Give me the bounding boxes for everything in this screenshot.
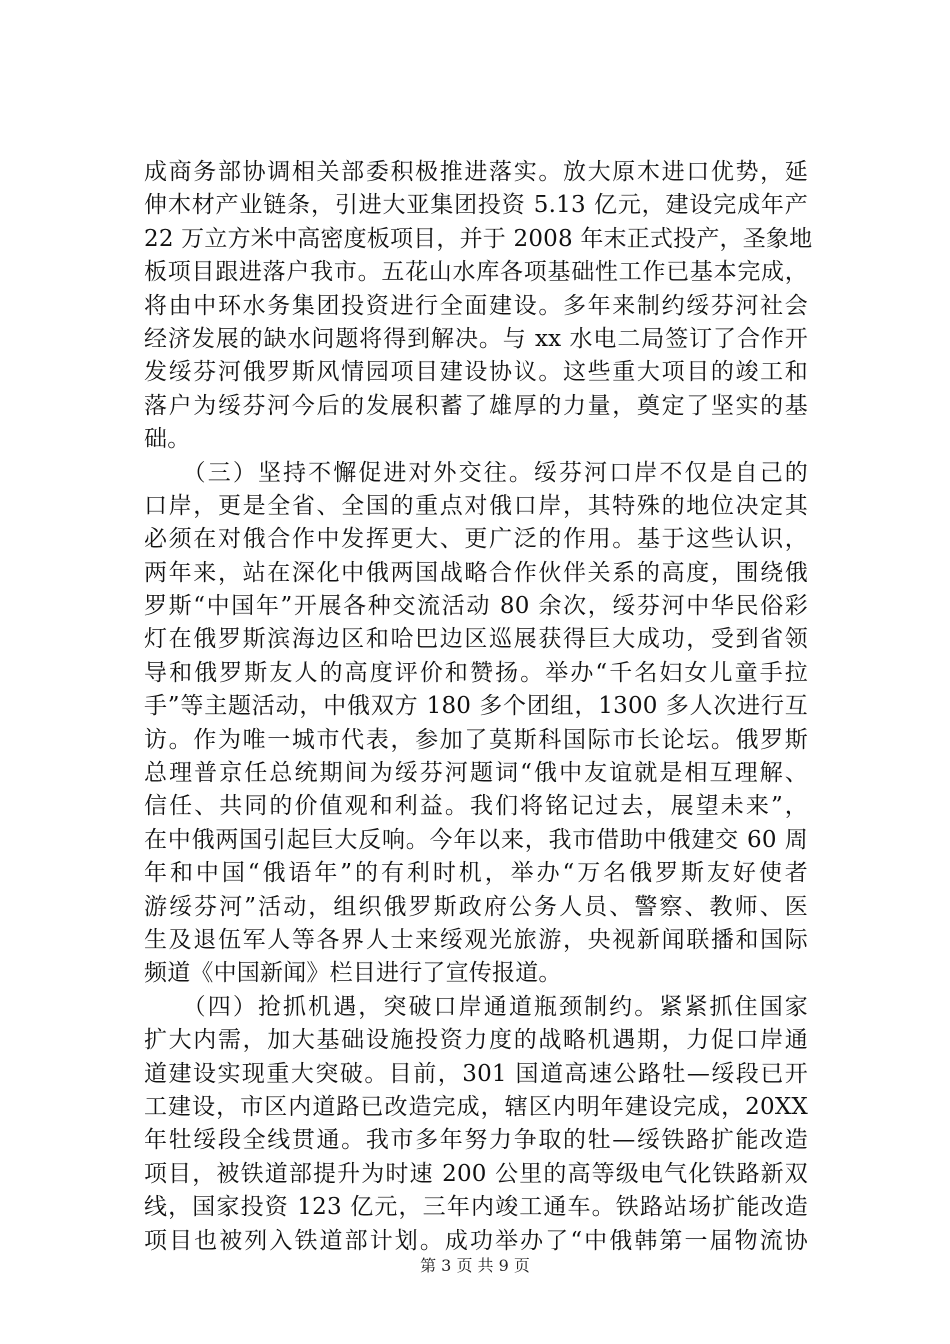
text-line: 信任、共同的价值观和利益。我们将铭记过去，展望未来”， <box>144 793 808 820</box>
text-line: 落户为绥芬河今后的发展积蓄了雄厚的力量，奠定了坚实的基 <box>144 392 808 419</box>
text-line: 手”等主题活动，中俄双方 180 多个团组，1300 多人次进行互 <box>144 693 808 720</box>
text-line: 板项目跟进落户我市。五花山水库各项基础性工作已基本完成， <box>144 259 808 286</box>
text-line: 线，国家投资 123 亿元，三年内竣工通车。铁路站场扩能改造 <box>144 1194 808 1221</box>
text-line: 项目也被列入铁道部计划。成功举办了“中俄韩第一届物流协 <box>144 1227 808 1254</box>
text-line: 道建设实现重大突破。目前，301 国道高速公路牡—绥段已开 <box>144 1060 808 1087</box>
text-line: 工建设，市区内道路已改造完成，辖区内明年建设完成，20XX <box>144 1093 808 1120</box>
text-line: （四）抢抓机遇，突破口岸通道瓶颈制约。紧紧抓住国家 <box>144 993 808 1020</box>
text-line: 频道《中国新闻》栏目进行了宣传报道。 <box>144 960 562 987</box>
page-footer: 第 3 页 共 9 页 <box>420 1256 530 1275</box>
text-line: 导和俄罗斯友人的高度评价和赞扬。举办“千名妇女儿童手拉 <box>144 659 808 686</box>
text-line: 经济发展的缺水问题将得到解决。与 xx 水电二局签订了合作开 <box>144 325 808 352</box>
text-line: 必须在对俄合作中发挥更大、更广泛的作用。基于这些认识， <box>144 526 808 553</box>
text-line: 生及退伍军人等各界人士来绥观光旅游，央视新闻联播和国际 <box>144 926 808 953</box>
text-line: 年牡绥段全线贯通。我市多年努力争取的牡—绥铁路扩能改造 <box>144 1127 808 1154</box>
body-text <box>144 156 813 1258</box>
text-line: 在中俄两国引起巨大反响。今年以来，我市借助中俄建交 60 周 <box>144 826 808 853</box>
text-line: 灯在俄罗斯滨海边区和哈巴边区巡展获得巨大成功，受到省领 <box>144 626 808 653</box>
text-line: 扩大内需，加大基础设施投资力度的战略机遇期，力促口岸通 <box>144 1027 808 1054</box>
text-line: （三）坚持不懈促进对外交往。绥芬河口岸不仅是自己的 <box>144 459 808 486</box>
text-line: 总理普京任总统期间为绥芬河题词“俄中友谊就是相互理解、 <box>144 760 808 787</box>
text-line: 伸木材产业链条，引进大亚集团投资 5.13 亿元，建设完成年产 <box>144 192 808 219</box>
text-line: 年和中国“俄语年”的有利时机，举办“万名俄罗斯友好使者 <box>144 860 808 887</box>
text-line: 础。 <box>144 426 191 453</box>
text-line: 口岸，更是全省、全国的重点对俄口岸，其特殊的地位决定其 <box>144 492 808 519</box>
text-line: 发绥芬河俄罗斯风情园项目建设协议。这些重大项目的竣工和 <box>144 359 808 386</box>
text-line: 访。作为唯一城市代表，参加了莫斯科国际市长论坛。俄罗斯 <box>144 726 808 753</box>
text-line: 罗斯“中国年”开展各种交流活动 80 余次，绥芬河中华民俗彩 <box>144 593 808 620</box>
text-line: 22 万立方米中高密度板项目，并于 2008 年末正式投产，圣象地 <box>144 225 813 252</box>
text-line: 成商务部协调相关部委积极推进落实。放大原木进口优势，延 <box>144 159 808 185</box>
text-line: 项目，被铁道部提升为时速 200 公里的高等级电气化铁路新双 <box>144 1160 808 1187</box>
text-line: 将由中环水务集团投资进行全面建设。多年来制约绥芬河社会 <box>144 292 808 319</box>
text-line: 两年来，站在深化中俄两国战略合作伙伴关系的高度，围绕俄 <box>144 559 808 586</box>
text-line: 游绥芬河”活动，组织俄罗斯政府公务人员、警察、教师、医 <box>144 893 808 920</box>
